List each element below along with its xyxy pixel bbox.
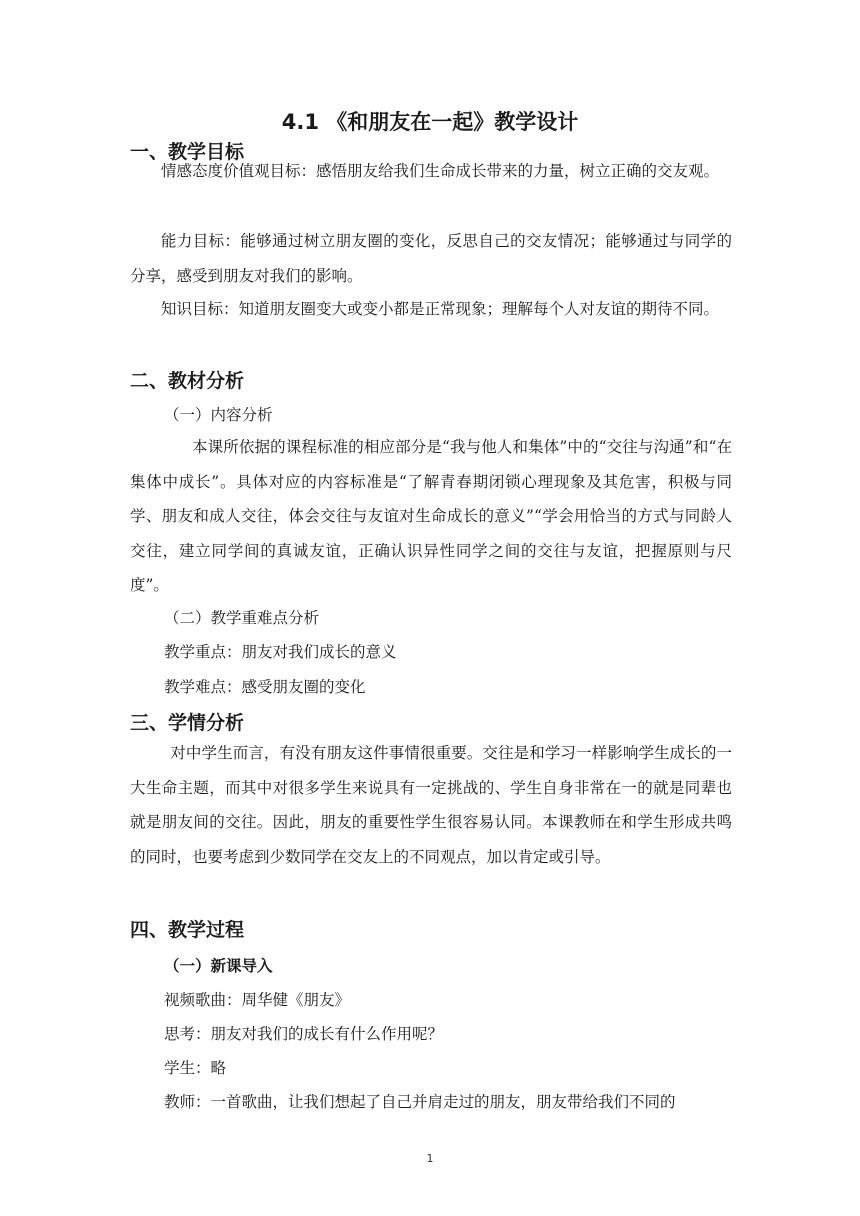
line-teacher: 教师：一首歌曲，让我们想起了自己并肩走过的朋友，朋友带给我们不同的 — [164, 1093, 676, 1111]
section-heading-learner-analysis: 三、学情分析 — [130, 712, 245, 734]
teaching-difficulty: 教学难点：感受朋友圈的变化 — [164, 678, 366, 696]
paragraph-learner-analysis: 对中学生而言，有没有朋友这件事情很重要。交往是和学习一样影响学生成长的一大生命主题，而其中对很多学生来说具有一定挑战的、学生自身非常在一的就是同辈也就是朋友间的交往。因此，朋友的重要性学生很容易认同。本课教师在和学生形成共鸣的同时，也要考虑到少数同学在交友上的不同观点，加以肯定或引导。 — [130, 744, 732, 866]
subheading-content-analysis: （一）内容分析 — [164, 406, 273, 424]
page-number: 1 — [426, 1152, 434, 1165]
teaching-key-point: 教学重点：朋友对我们成长的意义 — [164, 643, 397, 661]
line-think-question: 思考：朋友对我们的成长有什么作用呢？ — [164, 1025, 444, 1043]
section-heading-teaching-objectives: 一、教学目标 — [130, 141, 245, 163]
subheading-new-lesson-intro: （一）新课导入 — [164, 957, 273, 975]
paragraph-content-analysis: 本课所依据的课程标准的相应部分是“我与他人和集体”中的“交往与沟通”和“在集体中成长”。具体对应的内容标准是“了解青春期闭锁心理现象及其危害，积极与同学、朋友和成人交往，体会交往与友谊对生命成长的意义”“学会用恰当的方式与同龄人交往，建立同学间的真诚友谊，正确认识异性同学之间的交往与友谊，把握原则与尺度”。 — [130, 438, 732, 594]
section-heading-material-analysis: 二、教材分析 — [130, 370, 245, 392]
section-heading-teaching-process: 四、教学过程 — [130, 919, 245, 941]
document-title: 4.1 《和朋友在一起》教学设计 — [281, 110, 579, 134]
line-student: 学生：略 — [164, 1059, 227, 1077]
paragraph-ability-goal: 能力目标：能够通过树立朋友圈的变化，反思自己的交友情况；能够通过与同学的分享，感受到朋友对我们的影响。 — [130, 232, 732, 285]
subheading-key-difficulty-analysis: （二）教学重难点分析 — [164, 609, 320, 627]
paragraph-knowledge-goal: 知识目标：知道朋友圈变大或变小都是正常现象；理解每个人对友谊的期待不同。 — [161, 300, 720, 318]
paragraph-emotional-goal: 情感态度价值观目标：感悟朋友给我们生命成长带来的力量，树立正确的交友观。 — [161, 162, 720, 180]
line-video-song: 视频歌曲：周华健《朋友》 — [164, 991, 351, 1009]
